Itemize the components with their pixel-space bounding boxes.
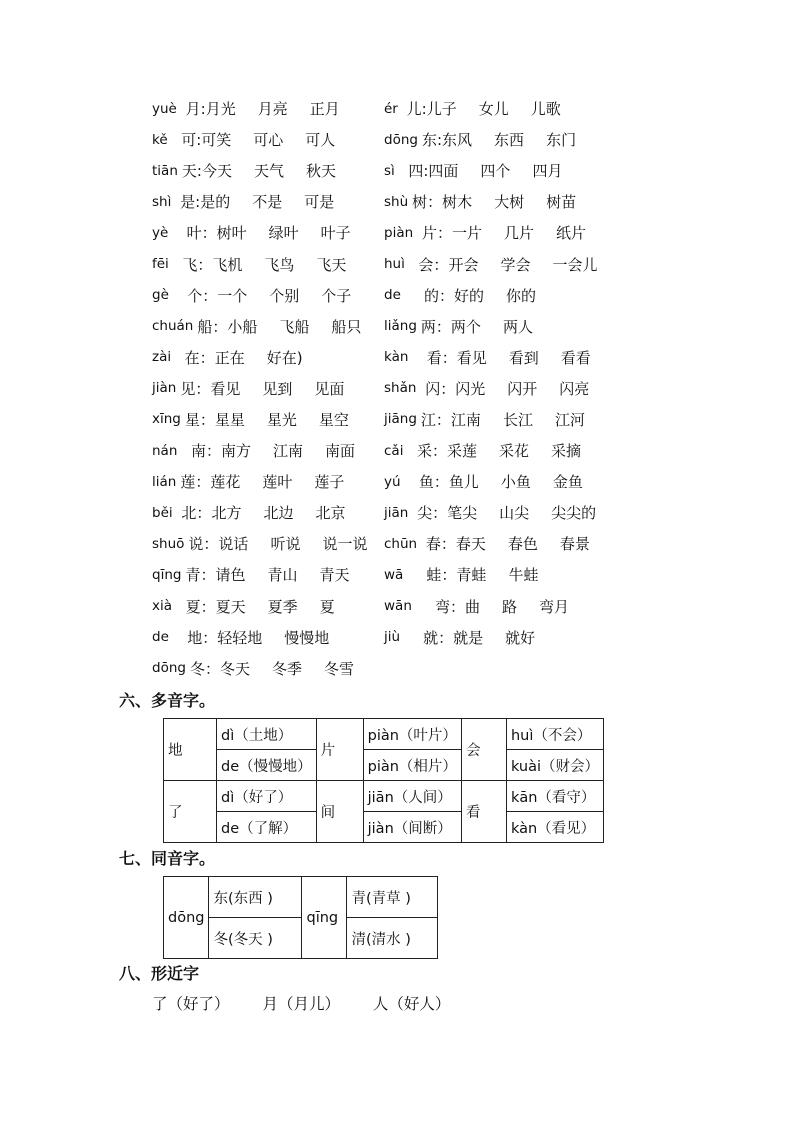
- vocab-word: 闪亮: [559, 379, 590, 398]
- head-character: 采：: [417, 442, 448, 461]
- vocab-word: 可是: [304, 193, 335, 212]
- head-character: 尖：: [417, 504, 448, 523]
- pinyin-spacer: [405, 473, 419, 491]
- vocab-word: 青天: [319, 566, 350, 585]
- vocab-word: 闪开: [507, 379, 538, 398]
- vocab-line: [152, 653, 752, 684]
- vocab-word: 好的: [453, 286, 484, 305]
- pinyin: de: [384, 287, 401, 304]
- vocab-entry-right: [384, 533, 590, 554]
- pinyin: kàn: [384, 349, 409, 366]
- pinyin: jiān: [384, 504, 409, 521]
- vocab-entry-right: [384, 285, 536, 306]
- pinyin-spacer: [412, 348, 426, 366]
- vocab-word: 飞天: [316, 255, 347, 274]
- vocab-word: 儿子: [426, 100, 457, 119]
- vocab-word: 四个: [480, 162, 511, 181]
- duoyin-char: 间: [316, 781, 363, 843]
- vocab-word: 可人: [305, 131, 336, 150]
- head-character: 可:: [181, 131, 202, 150]
- head-character: 夏：: [185, 597, 216, 616]
- vocab-word: 轻轻地: [217, 628, 263, 647]
- pinyin: kě: [152, 131, 168, 148]
- tongyin-item: 东(东西 ): [209, 877, 302, 918]
- vocab-line: [152, 155, 752, 186]
- vocab-word: 采摘: [551, 442, 582, 461]
- vocab-line: [152, 622, 752, 653]
- pinyin: liǎng: [384, 318, 417, 335]
- vocab-line: [152, 342, 752, 373]
- duoyin-reading: de（了解）: [217, 812, 317, 843]
- duoyin-char: 地: [164, 719, 217, 781]
- head-character: 鱼：: [418, 473, 449, 492]
- tongyin-table: [163, 876, 438, 959]
- pinyin: jiāng: [384, 411, 417, 428]
- vocab-entry-left: [152, 347, 384, 368]
- vocab-entry-right: [384, 627, 535, 648]
- section-heading-duoyin: 六、多音字。: [119, 691, 216, 710]
- vocab-word: 星光: [266, 410, 297, 429]
- head-character: 的：: [423, 286, 454, 305]
- vocab-word: 曲: [464, 597, 480, 616]
- duoyin-reading: jiàn（间断）: [363, 812, 461, 843]
- vocab-word: 江南: [272, 442, 303, 461]
- tongyin-pinyin: dōng: [164, 877, 209, 959]
- vocab-word: 船只: [331, 317, 362, 336]
- vocab-word: 树苗: [546, 193, 577, 212]
- vocab-entry-left: [152, 285, 384, 306]
- vocab-line: [152, 280, 752, 311]
- vocab-word: 月亮: [257, 100, 288, 119]
- pinyin: zài: [152, 349, 172, 366]
- pinyin-spacer: [172, 131, 182, 149]
- vocab-entry-left: [152, 160, 384, 181]
- vocab-entry-left: [152, 222, 384, 243]
- vocab-word: 一会儿: [552, 255, 598, 274]
- pinyin-spacer: [399, 162, 409, 180]
- vocab-word: 闪光: [455, 379, 486, 398]
- vocab-word: 大树: [494, 193, 525, 212]
- pinyin: dōng: [384, 131, 418, 148]
- duoyin-table: [163, 718, 604, 843]
- head-character: 见：: [180, 379, 211, 398]
- duoyin-reading: jiān（人间）: [363, 781, 461, 812]
- head-character: 在：: [184, 348, 215, 367]
- vocab-word: 小鱼: [500, 473, 531, 492]
- head-character: 叶：: [186, 224, 217, 243]
- pinyin-spacer: [409, 255, 419, 273]
- vocab-entry-right: [384, 129, 576, 150]
- tongyin-pinyin: qīng: [302, 877, 347, 959]
- vocab-word: 飞鸟: [264, 255, 295, 274]
- pinyin-spacer: [407, 566, 426, 584]
- pinyin: cǎi: [384, 442, 404, 459]
- head-character: 个：: [187, 286, 218, 305]
- head-character: 江：: [420, 410, 451, 429]
- head-character: 会：: [418, 255, 449, 274]
- head-character: 东:: [421, 131, 443, 150]
- vocab-line: [152, 466, 752, 497]
- pinyin: jiù: [384, 629, 401, 646]
- vocab-word: 牛蛙: [508, 566, 539, 585]
- vocab-word: 一片: [451, 224, 482, 243]
- duoyin-char: 会: [461, 719, 506, 781]
- vocab-word: 北京: [315, 504, 346, 523]
- pinyin: de: [152, 629, 169, 646]
- pinyin: ér: [384, 100, 398, 117]
- vocab-line: [152, 124, 752, 155]
- pinyin-spacer: [175, 348, 185, 366]
- pinyin: chuán: [152, 318, 194, 335]
- vocab-word: 儿歌: [530, 100, 561, 119]
- pinyin: xià: [152, 598, 173, 615]
- vocab-entry-left: [152, 596, 384, 617]
- vocab-entry-left: [152, 409, 384, 430]
- vocab-word: 树木: [442, 193, 473, 212]
- tongyin-item: 清(清水 ): [347, 918, 438, 959]
- vocab-word: 说一说: [322, 535, 368, 554]
- vocab-entry-right: [384, 596, 569, 617]
- vocab-entry-right: [384, 378, 589, 399]
- vocab-word: 春天: [455, 535, 486, 554]
- head-character: 春：: [425, 535, 456, 554]
- vocab-word: 长江: [502, 410, 533, 429]
- vocab-word: 南方: [220, 442, 251, 461]
- vocab-line: [152, 93, 752, 124]
- vocab-word: 采莲: [447, 442, 478, 461]
- pinyin: nán: [152, 442, 178, 459]
- vocab-word: 北方: [211, 504, 242, 523]
- vocab-word: 学会: [500, 255, 531, 274]
- duoyin-reading: piàn（叶片）: [363, 719, 461, 750]
- pinyin: lián: [152, 473, 177, 490]
- vocab-word: 绿叶: [268, 224, 299, 243]
- pinyin: shuō: [152, 535, 185, 552]
- vocab-entry-right: [384, 564, 538, 585]
- vocab-word: 见到: [262, 379, 293, 398]
- vocab-entry-left: [152, 440, 384, 461]
- duoyin-reading: huì（不会）: [506, 719, 603, 750]
- vocab-entry-right: [384, 98, 561, 119]
- head-character: 青：: [185, 566, 216, 585]
- head-character: 儿:: [406, 100, 427, 119]
- pinyin: piàn: [384, 224, 414, 241]
- vocab-word: 就好: [505, 628, 536, 647]
- vocab-word: 东西: [494, 131, 525, 150]
- pinyin-spacer: [173, 255, 183, 273]
- head-character: 弯：: [434, 597, 465, 616]
- vocab-word: 可心: [253, 131, 284, 150]
- xingjin-line: [152, 992, 478, 1014]
- vocab-line: [152, 559, 752, 590]
- vocab-entry-left: [152, 627, 384, 648]
- head-character: 蛙：: [426, 566, 457, 585]
- pinyin-spacer: [407, 442, 417, 460]
- vocab-word: 今天: [201, 162, 232, 181]
- vocab-entry-left: [152, 658, 384, 679]
- duoyin-reading: piàn（相片）: [363, 750, 461, 781]
- duoyin-reading: de（慢慢地）: [217, 750, 317, 781]
- vocab-word: 江南: [450, 410, 481, 429]
- vocab-word: 冬天: [219, 659, 250, 678]
- vocab-word: 莲子: [314, 473, 345, 492]
- vocab-word: 一个: [217, 286, 248, 305]
- pinyin-spacer: [172, 224, 186, 242]
- section-heading-tongyin: 七、同音字。: [119, 849, 216, 868]
- head-character: 星：: [184, 410, 215, 429]
- head-character: 闪：: [425, 379, 456, 398]
- head-character: 冬：: [189, 659, 220, 678]
- vocab-word: 莲叶: [262, 473, 293, 492]
- vocab-entry-right: [384, 191, 576, 212]
- vocab-word: 说话: [218, 535, 249, 554]
- vocab-word: 慢慢地: [284, 628, 330, 647]
- vocab-word: 青山: [267, 566, 298, 585]
- head-character: 天:: [181, 162, 202, 181]
- vocab-word: 春色: [507, 535, 538, 554]
- vocab-entry-right: [384, 409, 585, 430]
- pinyin-spacer: [173, 628, 187, 646]
- pinyin: qīng: [152, 566, 182, 583]
- vocab-word: 是的: [200, 193, 231, 212]
- pinyin: xīng: [152, 411, 181, 428]
- vocab-word: 春景: [559, 535, 590, 554]
- vocab-line: [152, 248, 752, 279]
- vocab-entry-right: [384, 502, 596, 523]
- vocab-entry-left: [152, 316, 384, 337]
- vocab-entry-right: [384, 222, 586, 243]
- vocab-word: 四月: [532, 162, 563, 181]
- vocab-word: 正在: [214, 348, 245, 367]
- vocab-word: 看到: [508, 348, 539, 367]
- vocab-entry-right: [384, 440, 581, 461]
- vocab-word: 看见: [456, 348, 487, 367]
- pinyin: jiàn: [152, 380, 177, 397]
- vocab-line: [152, 217, 752, 248]
- pinyin: tiān: [152, 162, 178, 179]
- duoyin-reading: kàn（看见）: [506, 812, 603, 843]
- vocab-word: 山尖: [499, 504, 530, 523]
- vocab-word: 看看: [560, 348, 591, 367]
- vocab-word: 几片: [503, 224, 534, 243]
- vocab-word: 见面: [314, 379, 345, 398]
- vocab-entry-left: [152, 533, 384, 554]
- pinyin: yuè: [152, 100, 177, 117]
- vocab-word: 北边: [263, 504, 294, 523]
- vocab-entry-left: [152, 378, 384, 399]
- pinyin: běi: [152, 504, 173, 521]
- head-character: 四:: [408, 162, 429, 181]
- vocab-word: 听说: [270, 535, 301, 554]
- pinyin: fēi: [152, 256, 169, 273]
- pinyin: wān: [384, 598, 412, 615]
- vocab-word: 青蛙: [456, 566, 487, 585]
- head-character: 说：: [188, 535, 219, 554]
- vocab-word: 天气: [253, 162, 284, 181]
- vocab-word: 路: [501, 597, 517, 616]
- vocab-entry-right: [384, 347, 591, 368]
- vocab-word: 弯月: [539, 597, 570, 616]
- vocab-word: 尖尖的: [551, 504, 597, 523]
- vocab-word: 女儿: [478, 100, 509, 119]
- vocab-line: [152, 186, 752, 217]
- vocab-word: 飞船: [279, 317, 310, 336]
- vocab-word: 秋天: [305, 162, 336, 181]
- head-character: 就：: [423, 628, 454, 647]
- vocab-entry-left: [152, 471, 384, 492]
- pinyin-spacer: [416, 597, 435, 615]
- tongyin-item: 冬(冬天 ): [209, 918, 302, 959]
- head-character: 看：: [426, 348, 457, 367]
- vocab-word: 可笑: [201, 131, 232, 150]
- xingjin-item: 了（好了）: [152, 995, 230, 1013]
- pinyin: gè: [152, 287, 169, 304]
- xingjin-item: 月（月儿）: [262, 995, 340, 1013]
- head-character: 北：: [181, 504, 212, 523]
- vocab-word: 江河: [554, 410, 585, 429]
- pinyin-spacer: [181, 442, 191, 460]
- pinyin: wā: [384, 566, 404, 583]
- pinyin: huì: [384, 256, 405, 273]
- duoyin-reading: dì（好了）: [217, 781, 317, 812]
- vocab-word: 个子: [321, 286, 352, 305]
- vocab-line: [152, 497, 752, 528]
- vocab-word: 笔尖: [447, 504, 478, 523]
- duoyin-char: 了: [164, 781, 217, 843]
- head-character: 船：: [197, 317, 228, 336]
- pinyin-spacer: [405, 286, 424, 304]
- vocab-word: 夏: [319, 597, 335, 616]
- vocab-entry-left: [152, 129, 384, 150]
- vocab-word: 月光: [205, 100, 236, 119]
- vocab-word: 东风: [442, 131, 473, 150]
- pinyin: shǎn: [384, 380, 417, 397]
- duoyin-reading: kuài（财会）: [506, 750, 603, 781]
- vocab-line: [152, 311, 752, 342]
- vocab-word: 飞机: [212, 255, 243, 274]
- vocab-word: 个别: [269, 286, 300, 305]
- vocab-word: 树叶: [216, 224, 247, 243]
- vocab-entry-left: [152, 254, 384, 275]
- vocab-word: 冬季: [272, 659, 303, 678]
- pinyin-spacer: [173, 286, 187, 304]
- vocab-entry-right: [384, 160, 562, 181]
- vocab-word: 采花: [499, 442, 530, 461]
- vocab-word: 冬雪: [324, 659, 355, 678]
- head-character: 月:: [185, 100, 206, 119]
- vocab-word: 纸片: [555, 224, 586, 243]
- vocab-word: 夏天: [215, 597, 246, 616]
- duoyin-char: 片: [316, 719, 363, 781]
- vocab-word: 开会: [448, 255, 479, 274]
- section-heading-xingjin: 八、形近字: [119, 964, 200, 983]
- vocab-word: 两个: [450, 317, 481, 336]
- pinyin: shì: [152, 193, 172, 210]
- head-character: 是:: [180, 193, 201, 212]
- vocab-word: 夏季: [267, 597, 298, 616]
- vocab-word: 两人: [502, 317, 533, 336]
- vocab-entry-right: [384, 254, 597, 275]
- head-character: 飞：: [182, 255, 213, 274]
- vocab-word: 东门: [546, 131, 577, 150]
- pinyin: yè: [152, 224, 169, 241]
- pinyin-spacer: [404, 628, 423, 646]
- vocab-word: 星空: [318, 410, 349, 429]
- head-character: 南：: [190, 442, 221, 461]
- vocab-line: [152, 528, 752, 559]
- vocab-word: 正月: [309, 100, 340, 119]
- vocab-entry-left: [152, 98, 384, 119]
- pinyin: dōng: [152, 660, 186, 677]
- duoyin-reading: kān（看守）: [506, 781, 603, 812]
- pinyin-spacer: [176, 597, 186, 615]
- pinyin: shù: [384, 193, 409, 210]
- pinyin: chūn: [384, 535, 418, 552]
- head-character: 莲：: [180, 473, 211, 492]
- vocab-line: [152, 591, 752, 622]
- head-character: 片：: [421, 224, 452, 243]
- vocab-word: 看见: [210, 379, 241, 398]
- vocab-word: 星星: [214, 410, 245, 429]
- vocab-word: 小船: [227, 317, 258, 336]
- vocab-word: 金鱼: [552, 473, 583, 492]
- pinyin: yú: [384, 473, 401, 490]
- duoyin-reading: dì（土地）: [217, 719, 317, 750]
- vocab-word: 不是: [252, 193, 283, 212]
- vocab-line: [152, 404, 752, 435]
- vocab-word: 莲花: [210, 473, 241, 492]
- head-character: 地：: [187, 628, 218, 647]
- vocab-word: 就是: [453, 628, 484, 647]
- vocab-entry-left: [152, 191, 384, 212]
- vocab-word: 请色: [215, 566, 246, 585]
- vocab-word: 鱼儿: [448, 473, 479, 492]
- vocab-word: 叶子: [320, 224, 351, 243]
- duoyin-char: 看: [461, 781, 506, 843]
- vocab-word: 南面: [324, 442, 355, 461]
- vocab-line: [152, 435, 752, 466]
- vocab-entry-left: [152, 502, 384, 523]
- vocab-list: [152, 93, 752, 684]
- vocab-entry-left: [152, 564, 384, 585]
- vocab-entry-right: [384, 471, 583, 492]
- head-character: 树：: [412, 193, 443, 212]
- pinyin: sì: [384, 162, 395, 179]
- vocab-line: [152, 373, 752, 404]
- head-character: 两：: [420, 317, 451, 336]
- vocab-entry-right: [384, 316, 533, 337]
- vocab-word: 四面: [428, 162, 459, 181]
- tongyin-item: 青(青草 ): [347, 877, 438, 918]
- vocab-word: 你的: [505, 286, 536, 305]
- vocab-word: 好在): [266, 348, 303, 367]
- xingjin-item: 人（好人）: [372, 995, 451, 1013]
